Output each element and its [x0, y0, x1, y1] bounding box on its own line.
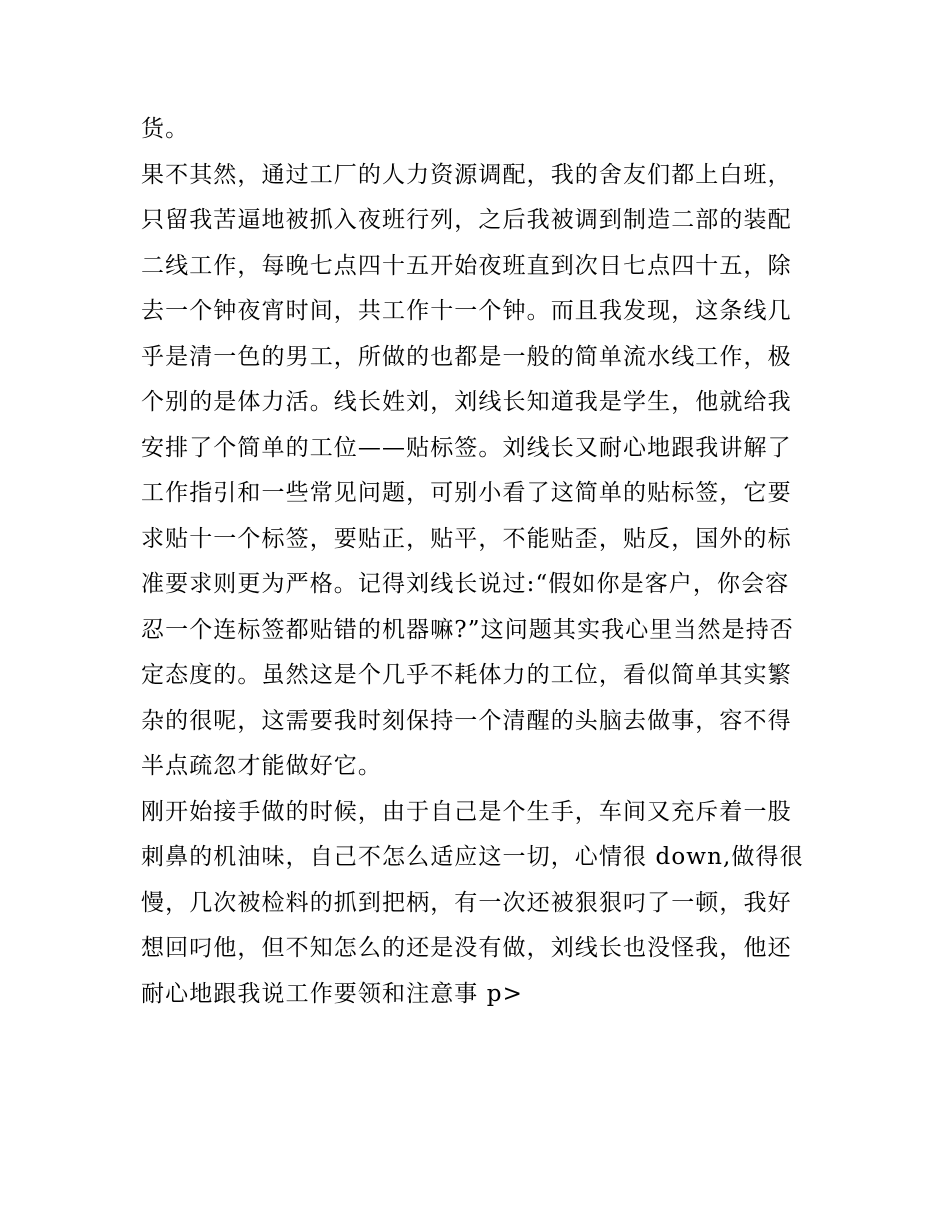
text-line: 二线工作，每晚七点四十五开始夜班直到次日七点四十五，除	[141, 252, 792, 279]
text-line: 慢，几次被检料的抓到把柄，有一次还被狠狠叼了一顿，我好	[141, 889, 792, 916]
text-line: 刚开始接手做的时候，由于自己是个生手，车间又充斥着一股	[141, 798, 792, 825]
text-line: 安排了个简单的工位——贴标签。刘线长又耐心地跟我讲解了	[141, 434, 792, 461]
text-line: 乎是清一色的男工，所做的也都是一般的简单流水线工作，极	[141, 343, 792, 370]
text-line: 定态度的。虽然这是个几乎不耗体力的工位，看似简单其实繁	[141, 662, 792, 688]
text-line: 求贴十一个标签，要贴正，贴平，不能贴歪，贴反，国外的标	[141, 525, 792, 552]
text-line: 忍一个连标签都贴错的机器嘛?”这问题其实我心里当然是持否	[141, 616, 794, 643]
text-line: 只留我苦逼地被抓入夜班行列，之后我被调到制造二部的装配	[141, 207, 792, 233]
text-line: 工作指引和一些常见问题，可别小看了这简单的贴标签，它要	[141, 480, 792, 506]
text-line: 准要求则更为严格。记得刘线长说过:“假如你是客户，你会容	[141, 571, 790, 597]
text-line: 想回叼他，但不知怎么的还是没有做，刘线长也没怪我，他还	[141, 935, 792, 961]
text-line: 半点疏忽才能做好它。	[141, 753, 382, 779]
text-line: 刺鼻的机油味，自己不怎么适应这一切，心情很 down,做得很	[141, 844, 804, 870]
document-body	[141, 107, 821, 1017]
text-line: 去一个钟夜宵时间，共工作十一个钟。而且我发现，这条线几	[141, 298, 792, 324]
text-line: 杂的很呢，这需要我时刻保持一个清醒的头脑去做事，容不得	[141, 707, 792, 734]
text-line: 个别的是体力活。线长姓刘，刘线长知道我是学生，他就给我	[141, 389, 792, 415]
text-line: 果不其然，通过工厂的人力资源调配，我的舍友们都上白班，	[141, 161, 792, 188]
text-line: 货。	[141, 116, 190, 142]
text-line: 耐心地跟我说工作要领和注意事 p>	[141, 980, 524, 1007]
